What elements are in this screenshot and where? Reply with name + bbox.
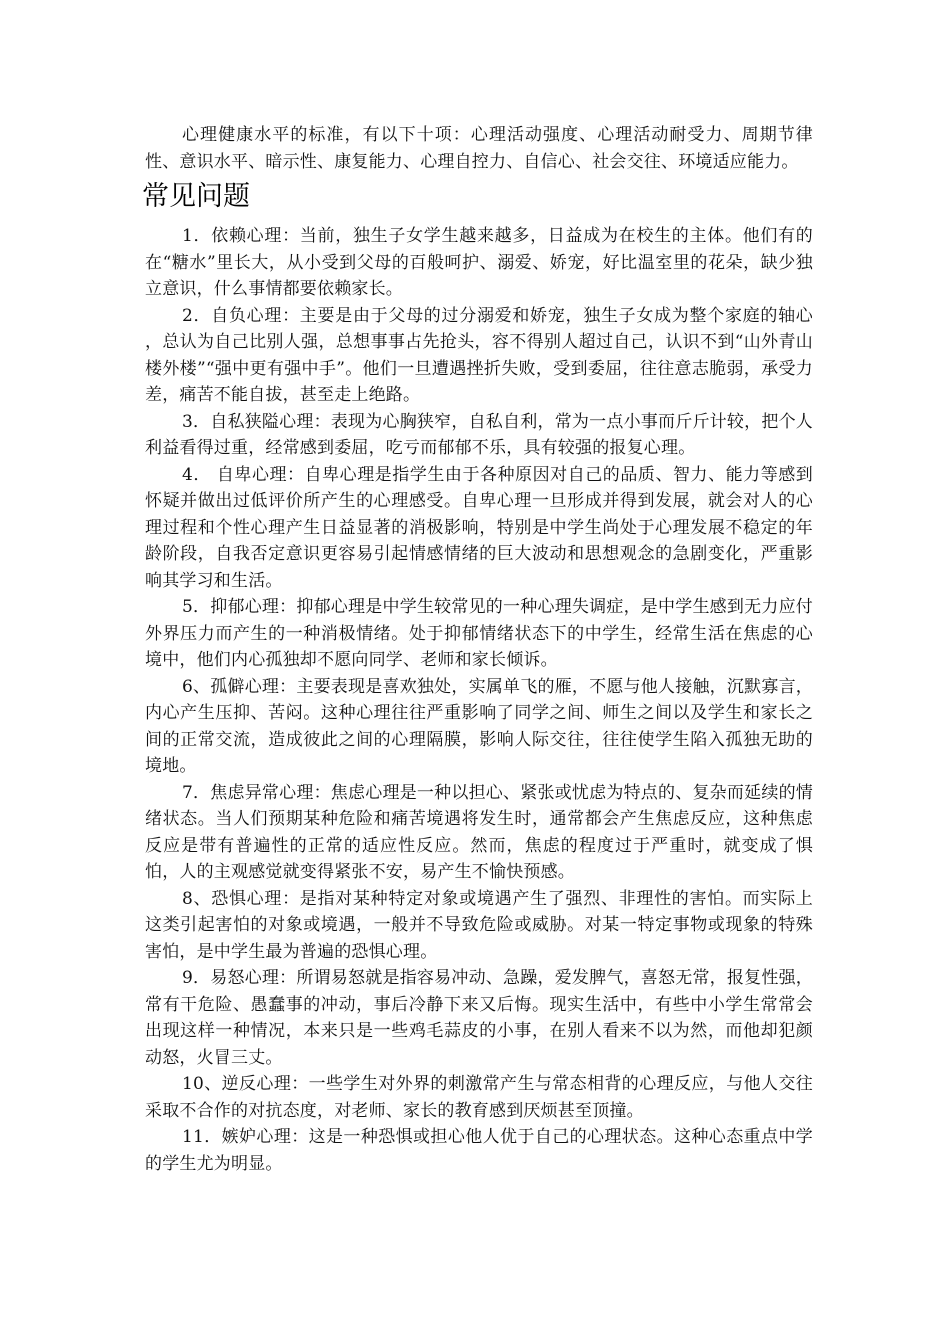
document-page [142,122,813,1177]
section-heading: 常见问题 [142,181,250,212]
list-item: 1．依赖心理：当前，独生子女学生越来越多，日益成为在校生的主体。他们有的在“糖水”里长大，从小受到父母的百般呵护、溺爱、娇宠，好比温室里的花朵，缺少独立意识，什么事情都要依赖家长。 [145,226,813,299]
list-item: 7．焦虑异常心理：焦虑心理是一种以担心、紧张或忧虑为特点的、复杂而延续的情绪状态。当人们预期某种危险和痛苦境遇将发生时，通常都会产生焦虑反应，这种焦虑反应是带有普遍性的正常的适应性反应。然而，焦虑的程度过于严重时，就变成了惧怕，人的主观感觉就变得紧张不安，易产生不愉快预感。 [145,782,813,882]
list-item: 8、恐惧心理：是指对某种特定对象或境遇产生了强烈、非理性的害怕。而实际上 这类引起害怕的对象或境遇，一般并不导致危险或威胁。对某一特定事物或现象的特殊害怕，是中学生最为普遍的恐惧心理。 [145,888,813,962]
list-item: 10、逆反心理：一些学生对外界的刺激常产生与常态相背的心理反应，与他人交往采取不合作的对抗态度，对老师、家长的教育感到厌烦甚至顶撞。 [145,1074,813,1121]
intro-paragraph: 心理健康水平的标准，有以下十项：心理活动强度、心理活动耐受力、周期节律性、意识水平、暗示性、康复能力、心理自控力、自信心、社会交往、环境适应能力。 [145,125,813,172]
list-item: 11．嫉妒心理：这是一种恐惧或担心他人优于自己的心理状态。这种心态重点中学的学生尤为明显。 [145,1127,813,1174]
list-item: 9．易怒心理：所谓易怒就是指容易冲动、急躁，爱发脾气，喜怒无常，报复性强，常有干危险、愚蠢事的冲动，事后冷静下来又后悔。现实生活中，有些中小学生常常会出现这样一种情况，本来只是一些鸡毛蒜皮的小事，在别人看来不以为然，而他却犯颜动怒，火冒三丈。 [145,968,813,1068]
list-item: 2．自负心理：主要是由于父母的过分溺爱和娇宠，独生子女成为整个家庭的轴心 ，总认为自己比别人强，总想事事占先抢头，容不得别人超过自己，认识不到“山外青山楼外楼”“强中更有强中手”。他们一旦遭遇挫折失败，受到委屈，往往意志脆弱，承受力差，痛苦不能自拔，甚至走上绝路。 [145,305,813,405]
list-item: 5．抑郁心理：抑郁心理是中学生较常见的一种心理失调症，是中学生感到无力应付外界压力而产生的一种消极情绪。处于抑郁情绪状态下的中学生，经常生活在焦虑的心境中，他们内心孤独却不愿向同学、老师和家长倾诉。 [145,597,813,670]
list-item: 4． 自卑心理：自卑心理是指学生由于各种原因对自己的品质、智力、能力等感到怀疑并做出过低评价所产生的心理感受。自卑心理一旦形成并得到发展，就会对人的心理过程和个性心理产生日益显著的消极影响，特别是中学生尚处于心理发展不稳定的年龄阶段，自我否定意识更容易引起情感情绪的巨大波动和思想观念的急剧变化，严重影响其学习和生活。 [145,464,813,591]
list-item: 6、孤僻心理：主要表现是喜欢独处，实属单飞的雁，不愿与他人接触，沉默寡言，内心产生压抑、苦闷。这种心理往往严重影响了同学之间、师生之间以及学生和家长之间的正常交流，造成彼此之间的心理隔膜，影响人际交往，往往使学生陷入孤独无助的境地。 [145,676,813,776]
list-item: 3．自私狭隘心理：表现为心胸狭窄，自私自利，常为一点小事而斤斤计较，把个人利益看得过重，经常感到委屈，吃亏而郁郁不乐，具有较强的报复心理。 [145,411,813,458]
